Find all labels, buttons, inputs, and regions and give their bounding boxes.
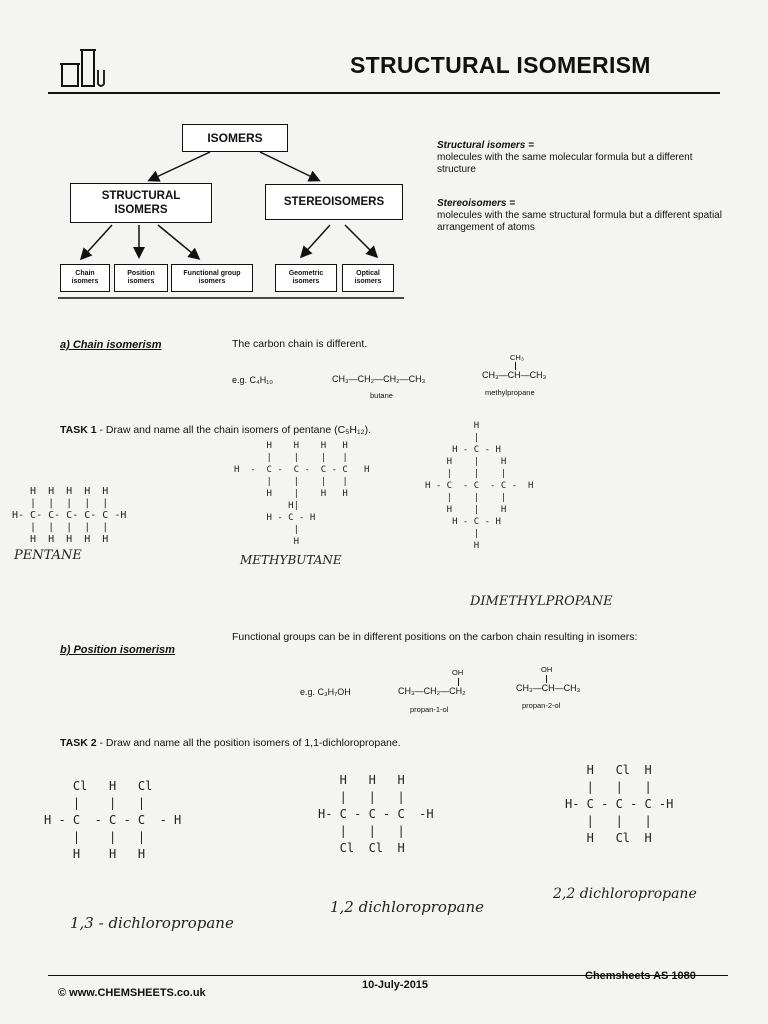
position-isomerism-text: Functional groups can be in different positions on the carbon chain resulting in isomers: [232,631,638,643]
geometric-isomers-box: Geometric isomers [275,264,337,292]
propan1ol-formula: CH₃—CH₂—CH₂ [398,686,466,696]
chain-isomers-box: Chain isomers [60,264,110,292]
footer-reference: Chemsheets AS 1080 [585,970,696,982]
propan2ol-formula: CH₃—CH—CH₃ [516,683,581,693]
propan2ol-label: propan-2-ol [522,701,561,710]
task1-prompt: TASK 1 - Draw and name all the chain isomers of pentane (C₅H₁₂). [60,424,372,436]
dimethylpropane-structure: H | H - C - H H | H | | | H - C - C - C - H | | | H | H H - C - H | H [425,421,534,551]
pentane-structure: H H H H H | | | | | H- C- C- C- C- C -H | | | | | H H H H H [12,486,127,545]
methylbutane-answer: METHYBUTANE [240,553,342,567]
methylbutane-structure: H H H H | | | | H - C - C - C - C H | | | | H | H H H| H - C - H | H [234,441,370,547]
methylpropane-branch: CH₃ [510,353,524,362]
propan1ol-label: propan-1-ol [410,705,449,714]
propan2ol-bond [546,675,547,683]
stereo-definition: Stereoisomers = molecules with the same structural formula but a different spatial arrangement of atoms [437,198,722,233]
functional-group-isomers-box: Functional group isomers [171,264,253,292]
footer-date: 10-July-2015 [362,979,429,991]
propan2ol-oh: OH [541,665,553,674]
position-example: e.g. C₃H₇OH [300,687,351,697]
page-title: STRUCTURAL ISOMERISM [350,52,651,78]
propan1ol-oh: OH [452,668,464,677]
dichloropropane-12-structure: H H H | | | H- C - C - C -H | | | Cl Cl H [318,773,434,855]
chain-isomerism-text: The carbon chain is different. [232,338,368,350]
pentane-answer: PENTANE [14,548,82,563]
dichloropropane-12-answer: 1,2 dichloropropane [330,898,484,916]
methylpropane-label: methylpropane [485,388,535,397]
butane-formula: CH₃—CH₂—CH₂—CH₃ [332,374,426,384]
position-isomerism-heading: b) Position isomerism [60,644,175,656]
structural-definition: Structural isomers = molecules with the same molecular formula but a different structure [437,140,693,175]
methylpropane-formula: CH₃—CH—CH₃ [482,370,547,380]
chain-isomerism-heading: a) Chain isomerism [60,339,162,351]
dichloropropane-13-answer: 1,3 - dichloropropane [70,914,234,932]
task2-prompt: TASK 2 - Draw and name all the position isomers of 1,1-dichloropropane. [60,737,401,749]
isomers-box: ISOMERS [182,124,288,152]
position-isomers-box: Position isomers [114,264,168,292]
footer-website[interactable]: © www.CHEMSHEETS.co.uk [58,987,206,999]
butane-label: butane [370,391,393,400]
dichloropropane-13-structure: Cl H Cl | | | H - C - C - C - H | | | H H H [44,779,182,861]
dichloropropane-22-structure: H Cl H | | | H- C - C - C -H | | | H Cl H [565,763,674,845]
methylpropane-bond [515,362,516,370]
dichloropropane-22-answer: 2,2 dichloropropane [553,886,697,902]
dimethylpropane-answer: DIMETHYLPROPANE [470,594,613,609]
stereoisomers-box: STEREOISOMERS [265,184,403,220]
structural-isomers-box: STRUCTURAL ISOMERS [70,183,212,223]
chain-example: e.g. C₄H₁₀ [232,375,273,385]
propan1ol-bond [458,678,459,686]
optical-isomers-box: Optical isomers [342,264,394,292]
